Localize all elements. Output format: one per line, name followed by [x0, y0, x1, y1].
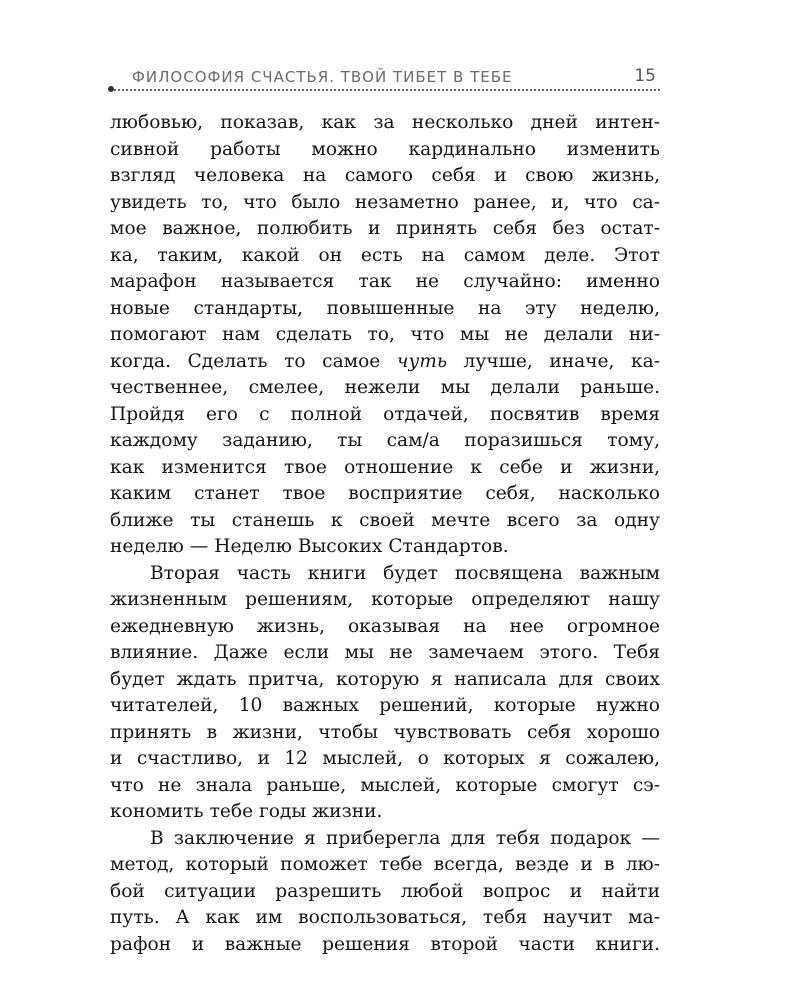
header-dotted-rule	[110, 89, 660, 91]
header-bullet-dot	[108, 86, 114, 92]
text-line: ка, таким, какой он есть на самом деле. Этот	[110, 244, 660, 266]
italic-word: чуть	[396, 350, 447, 372]
text-line: принять в жизни, чтобы чувствовать себя хорошо	[110, 721, 660, 743]
text-line: ближе ты станешь к своей мечте всего за одну	[110, 509, 660, 531]
text-line: влияние. Даже если мы не замечаем этого. Тебя	[110, 642, 660, 663]
text-line: неделю — Неделю Высоких Стандартов.	[110, 536, 509, 557]
text-line: кономить тебе годы жизни.	[110, 801, 383, 822]
text-line: путь. А как им воспользоваться, тебя научит ма-	[110, 907, 660, 928]
text-line: увидеть то, что было незаметно ранее, и, что са-	[110, 191, 660, 213]
text-line: мое важное, полюбить и принять себя без остат-	[110, 218, 660, 239]
text-line: сивной работы можно кардинально изменить	[110, 138, 660, 160]
text-line: что не знала раньше, мыслей, которые смогут сэ-	[110, 774, 660, 796]
text-line: как изменится твое отношение к себе и жизни,	[110, 456, 660, 478]
text-line: рафон и важные решения второй части книги.	[110, 933, 660, 955]
running-header	[110, 62, 660, 92]
text-line: читателей, 10 важных решений, которые нужно	[110, 695, 660, 716]
text-line: каким станет твое восприятие себя, насколько	[110, 483, 660, 504]
text-line: любовью, показав, как за несколько дней интен-	[110, 112, 660, 133]
text-line: ежедневную жизнь, оказывая на нее огромное	[110, 615, 660, 637]
text-line: новые стандарты, повышенные на эту неделю,	[110, 297, 660, 319]
text-line	[110, 349, 660, 376]
running-header-title: ФИЛОСОФИЯ СЧАСТЬЯ. ТВОЙ ТИБЕТ В ТЕБЕ	[132, 68, 513, 86]
text-line: и счастливо, и 12 мыслей, о которых я сожалею,	[110, 748, 660, 769]
text-line: Вторая часть книги будет посвящена важным	[150, 562, 660, 584]
text-line: жизненным решениям, которые определяют нашу	[110, 589, 660, 610]
text-line: каждому заданию, ты сам/а поразишься тому,	[110, 430, 660, 451]
text-line: метод, который поможет тебе всегда, везде и в лю-	[110, 854, 660, 875]
text-line: Пройдя его с полной отдачей, посвятив время	[110, 403, 660, 425]
text-line: бой ситуации разрешить любой вопрос и найти	[110, 880, 660, 902]
text-line: взгляд человека на самого себя и свою жизнь,	[110, 165, 660, 186]
body-text	[110, 110, 660, 958]
text-line: чественнее, смелее, нежели мы делали раньше.	[110, 377, 660, 398]
text-line: будет ждать притча, которую я написала для своих	[110, 668, 660, 690]
text-line: помогают нам сделать то, что мы не делали ни-	[110, 324, 660, 345]
page-number: 15	[634, 66, 656, 86]
text-segment: когда. Сделать то самое	[110, 350, 397, 372]
text-line: В заключение я приберегла для тебя подарок —	[150, 827, 660, 849]
text-segment: лучше, иначе, ка-	[447, 350, 660, 372]
text-line: марафон называется так не случайно: именно	[110, 271, 660, 292]
